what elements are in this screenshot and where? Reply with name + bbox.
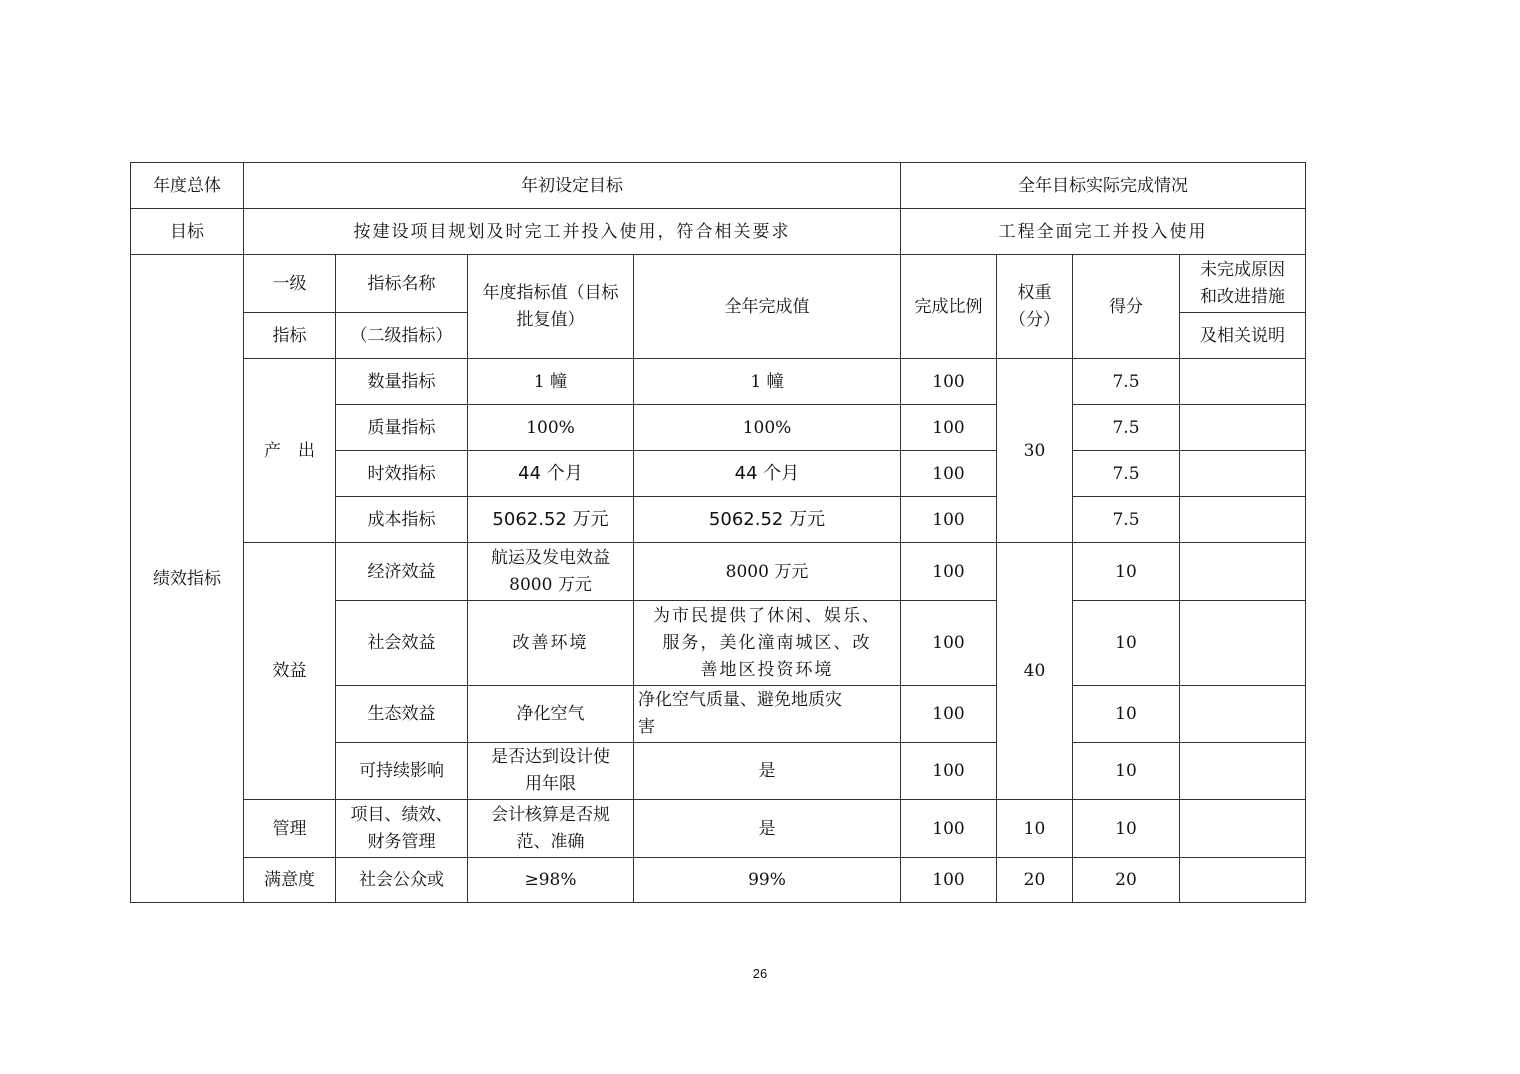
indicator-actual: 5062.52 万元 — [634, 497, 901, 543]
indicator-score: 7.5 — [1073, 359, 1180, 405]
indicator-reason — [1180, 601, 1306, 686]
target-label: 目标 — [131, 209, 244, 255]
level1-header-top: 一级 — [244, 255, 336, 313]
group-benefit: 效益 — [244, 543, 336, 800]
indicator-reason — [1180, 451, 1306, 497]
indicator-actual: 为市民提供了休闲、娱乐、 服务，美化潼南城区、改 善地区投资环境 — [634, 601, 901, 686]
indicator-target: 会计核算是否规 范、准确 — [468, 800, 634, 858]
indicator-actual: 是 — [634, 743, 901, 800]
indicator-ratio: 100 — [901, 543, 997, 601]
indicator-actual: 1 幢 — [634, 359, 901, 405]
indicator-target: 5062.52 万元 — [468, 497, 634, 543]
table-row — [131, 800, 1306, 858]
level1-header-bottom: 指标 — [244, 313, 336, 359]
reason-header-bottom: 及相关说明 — [1180, 313, 1306, 359]
indicator-score: 7.5 — [1073, 497, 1180, 543]
indicator-name: 生态效益 — [336, 686, 468, 743]
indicator-name: 社会效益 — [336, 601, 468, 686]
indicator-target: 航运及发电效益 8000 万元 — [468, 543, 634, 601]
weight-header: 权重 （分） — [997, 255, 1073, 359]
indicator-target: 改善环境 — [468, 601, 634, 686]
page-number: 26 — [752, 966, 768, 981]
indicator-name: 质量指标 — [336, 405, 468, 451]
indicator-score: 7.5 — [1073, 405, 1180, 451]
full-year-header: 全年完成值 — [634, 255, 901, 359]
reason-header-top: 未完成原因 和改进措施 — [1180, 255, 1306, 313]
indicator-reason — [1180, 497, 1306, 543]
indicator-target: 44 个月 — [468, 451, 634, 497]
table-row — [131, 359, 1306, 405]
weight-output: 30 — [997, 359, 1073, 543]
indicator-ratio: 100 — [901, 800, 997, 858]
table-row — [131, 858, 1306, 903]
table-row — [131, 209, 1306, 255]
indicator-name: 成本指标 — [336, 497, 468, 543]
perf-indicator-label: 绩效指标 — [131, 255, 244, 903]
indicator-name: 数量指标 — [336, 359, 468, 405]
indicator-ratio: 100 — [901, 858, 997, 903]
indicator-target: 净化空气 — [468, 686, 634, 743]
score-header: 得分 — [1073, 255, 1180, 359]
indicator-actual: 净化空气质量、避免地质灾 害 — [634, 686, 901, 743]
indicator-name: 可持续影响 — [336, 743, 468, 800]
annual-target-header: 年度指标值（目标 批复值） — [468, 255, 634, 359]
indicator-name-header-bottom: （二级指标） — [336, 313, 468, 359]
group-manage: 管理 — [244, 800, 336, 858]
indicator-reason — [1180, 743, 1306, 800]
indicator-score: 10 — [1073, 800, 1180, 858]
actual-completion-header: 全年目标实际完成情况 — [901, 163, 1306, 209]
header-row — [131, 255, 1306, 313]
performance-table — [130, 162, 1306, 903]
indicator-reason — [1180, 405, 1306, 451]
indicator-target: ≥98% — [468, 858, 634, 903]
indicator-ratio: 100 — [901, 359, 997, 405]
indicator-ratio: 100 — [901, 686, 997, 743]
indicator-target: 100% — [468, 405, 634, 451]
indicator-name: 时效指标 — [336, 451, 468, 497]
initial-target-header: 年初设定目标 — [244, 163, 901, 209]
indicator-name: 项目、绩效、 财务管理 — [336, 800, 468, 858]
overall-label: 年度总体 — [131, 163, 244, 209]
indicator-reason — [1180, 543, 1306, 601]
indicator-name: 社会公众或 — [336, 858, 468, 903]
ratio-header: 完成比例 — [901, 255, 997, 359]
indicator-ratio: 100 — [901, 405, 997, 451]
indicator-name-header-top: 指标名称 — [336, 255, 468, 313]
weight-satisfaction: 20 — [997, 858, 1073, 903]
weight-manage: 10 — [997, 800, 1073, 858]
indicator-name: 经济效益 — [336, 543, 468, 601]
table-row — [131, 163, 1306, 209]
initial-target-text: 按建设项目规划及时完工并投入使用，符合相关要求 — [244, 209, 901, 255]
indicator-reason — [1180, 359, 1306, 405]
indicator-target: 1 幢 — [468, 359, 634, 405]
indicator-actual: 44 个月 — [634, 451, 901, 497]
indicator-score: 20 — [1073, 858, 1180, 903]
indicator-reason — [1180, 858, 1306, 903]
indicator-ratio: 100 — [901, 743, 997, 800]
indicator-actual: 8000 万元 — [634, 543, 901, 601]
indicator-ratio: 100 — [901, 601, 997, 686]
group-output: 产 出 — [244, 359, 336, 543]
actual-completion-text: 工程全面完工并投入使用 — [901, 209, 1306, 255]
indicator-ratio: 100 — [901, 451, 997, 497]
indicator-actual: 99% — [634, 858, 901, 903]
indicator-score: 10 — [1073, 543, 1180, 601]
indicator-score: 10 — [1073, 601, 1180, 686]
indicator-reason — [1180, 800, 1306, 858]
table-row — [131, 543, 1306, 601]
group-satisfaction: 满意度 — [244, 858, 336, 903]
indicator-score: 10 — [1073, 686, 1180, 743]
indicator-target: 是否达到设计使 用年限 — [468, 743, 634, 800]
indicator-ratio: 100 — [901, 497, 997, 543]
indicator-score: 10 — [1073, 743, 1180, 800]
indicator-score: 7.5 — [1073, 451, 1180, 497]
weight-benefit: 40 — [997, 543, 1073, 800]
indicator-actual: 100% — [634, 405, 901, 451]
indicator-actual: 是 — [634, 800, 901, 858]
indicator-reason — [1180, 686, 1306, 743]
